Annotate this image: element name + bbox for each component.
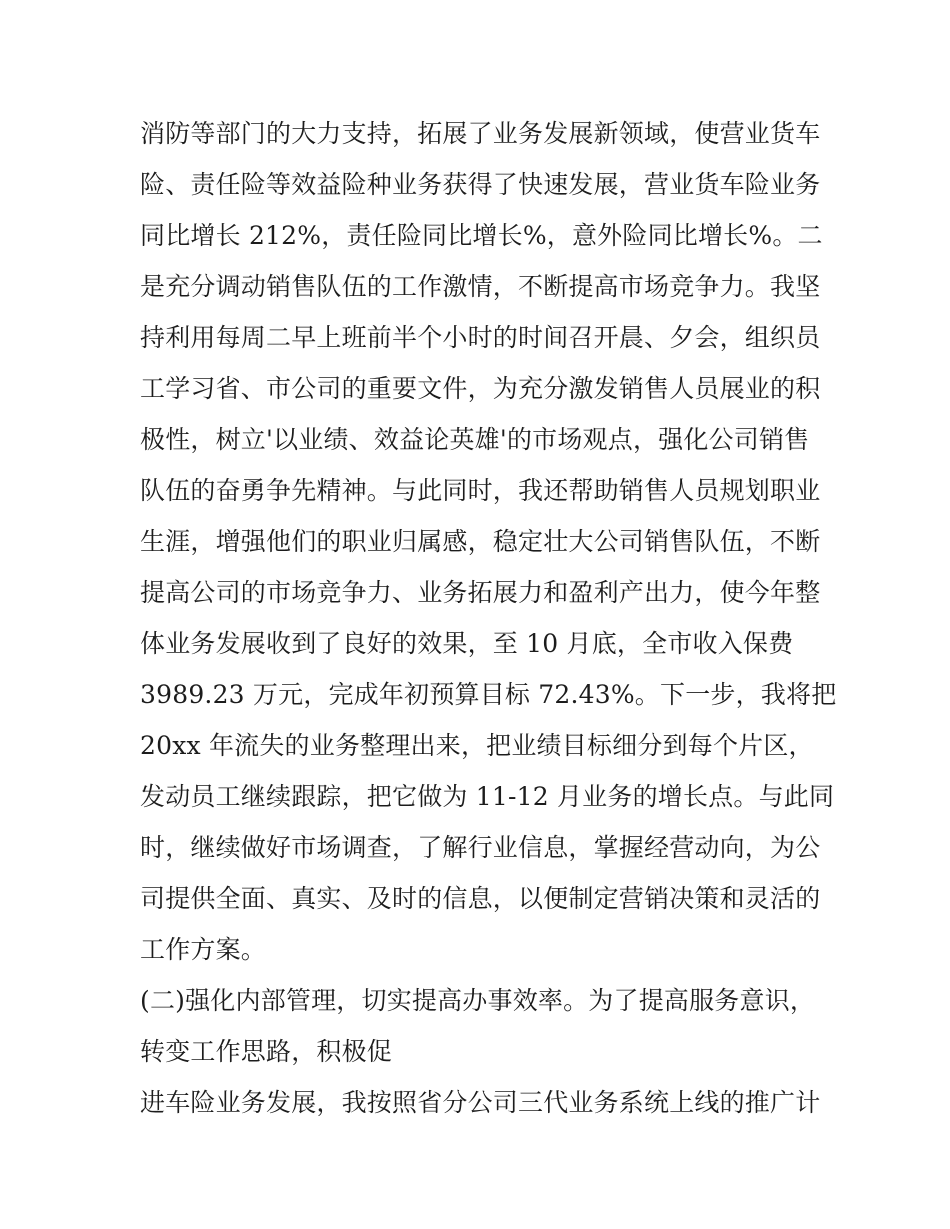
- text-line: 险、责任险等效益险种业务获得了快速发展，营业货车险业务: [140, 170, 821, 199]
- text-line: 司提供全面、真实、及时的信息，以便制定营销决策和灵活的: [140, 884, 821, 913]
- text-line: 队伍的奋勇争先精神。与此同时，我还帮助销售人员规划职业: [140, 476, 821, 505]
- text-line: 发动员工继续跟踪，把它做为 11-12 月业务的增长点。与此同: [140, 782, 835, 811]
- text-line: 3989.23 万元，完成年初预算目标 72.43%。下一步，我将把: [140, 680, 837, 709]
- text-line: 极性，树立'以业绩、效益论英雄'的市场观点，强化公司销售: [140, 425, 810, 454]
- text-line: 生涯，增强他们的职业归属感，稳定壮大公司销售队伍，不断: [140, 527, 821, 556]
- text-line: 转变工作思路，积极促: [140, 1037, 393, 1066]
- text-line: 进车险业务发展，我按照省分公司三代业务系统上线的推广计: [140, 1088, 821, 1117]
- text-line: 工学习省、市公司的重要文件，为充分激发销售人员展业的积: [140, 374, 821, 403]
- section-heading-line: (二)强化内部管理，切实提高办事效率。为了提高服务意识，: [140, 986, 816, 1015]
- text-line: 消防等部门的大力支持，拓展了业务发展新领域，使营业货车: [140, 119, 821, 148]
- text-line: 20xx 年流失的业务整理出来，把业绩目标细分到每个片区，: [140, 731, 814, 760]
- text-line: 工作方案。: [140, 935, 267, 964]
- text-line: 是充分调动销售队伍的工作激情，不断提高市场竞争力。我坚: [140, 272, 821, 301]
- document-body: [140, 108, 837, 1128]
- text-line: 同比增长 212%，责任险同比增长%，意外险同比增长%。二: [140, 221, 823, 250]
- text-line: 持利用每周二早上班前半个小时的时间召开晨、夕会，组织员: [140, 323, 821, 352]
- text-line: 提高公司的市场竞争力、业务拓展力和盈利产出力，使今年整: [140, 578, 821, 607]
- text-line: 体业务发展收到了良好的效果，至 10 月底，全市收入保费: [140, 629, 794, 658]
- text-line: 时，继续做好市场调查，了解行业信息，掌握经营动向，为公: [140, 833, 821, 862]
